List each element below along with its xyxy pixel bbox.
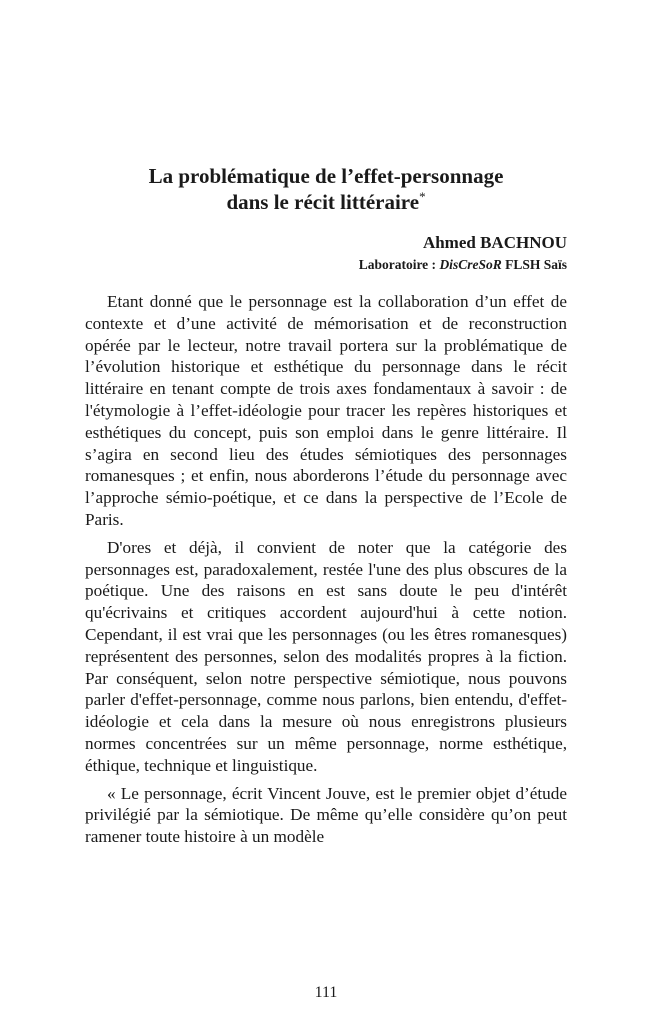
author-affiliation	[359, 256, 567, 274]
paragraph-1: Etant donné que le personnage est la collaboration d’un effet de contexte et d’une activité de mémorisation et de reconstruction opérée par le lecteur, notre travail portera sur la problématique de l’évolution historique et esthétique du personnage dans le récit littéraire en tenant compte de trois axes fondamentaux à savoir : de l'étymologie à l’effet-idéologie pour tracer les repères historiques et esthétiques du concept, puis son emploi dans le genre littéraire. Il s’agira en second lieu des études sémiotiques des personnages romanesques ; et enfin, nous aborderons l’étude du personnage avec l’approche sémio-poétique, et ce dans la perspective de l’Ecole de Paris.	[85, 292, 567, 529]
lab-prefix: Laboratoire :	[358, 257, 440, 272]
page-number: 111	[314, 984, 338, 1001]
author-name: Ahmed BACHNOU	[422, 233, 567, 252]
title-line-1: La problématique de l’effet-personnage	[148, 164, 504, 188]
lab-suffix: FLSH Saïs	[501, 257, 567, 272]
title-footnote-mark[interactable]: *	[419, 189, 426, 204]
paragraph-3: « Le personnage, écrit Vincent Jouve, est le premier objet d’étude privilégié par la sémiotique. De même qu’elle considère qu’on peut ramener toute histoire à un modèle	[85, 783, 567, 847]
article-title	[85, 163, 567, 215]
title-line-2	[85, 189, 567, 215]
document-page	[85, 0, 567, 1035]
article-body	[85, 291, 567, 854]
paragraph-2: D'ores et déjà, il convient de noter que la catégorie des personnages est, paradoxalement, restée l'une des plus obscures de la poétique. Une des raisons en est sans doute le peu d'intérêt qu'écrivains et critiques accordent aujourd'hui à cette notion. Cependant, il est vrai que les personnages (ou les êtres romanesques) représentent des personnes, selon des modalités propres à la fiction. Par conséquent, selon notre perspective sémiotique, nous pouvons parler d'effet-personnage, comme nous parlons, bien entendu, d'effet-idéologie et cela dans la mesure où nous enregistrons plusieurs normes concentrées sur un même personnage, norme esthétique, éthique, technique et linguistique.	[85, 537, 567, 775]
lab-name: DisCreSoR	[439, 257, 502, 272]
title-line-2-text: dans le récit littéraire	[226, 190, 420, 214]
